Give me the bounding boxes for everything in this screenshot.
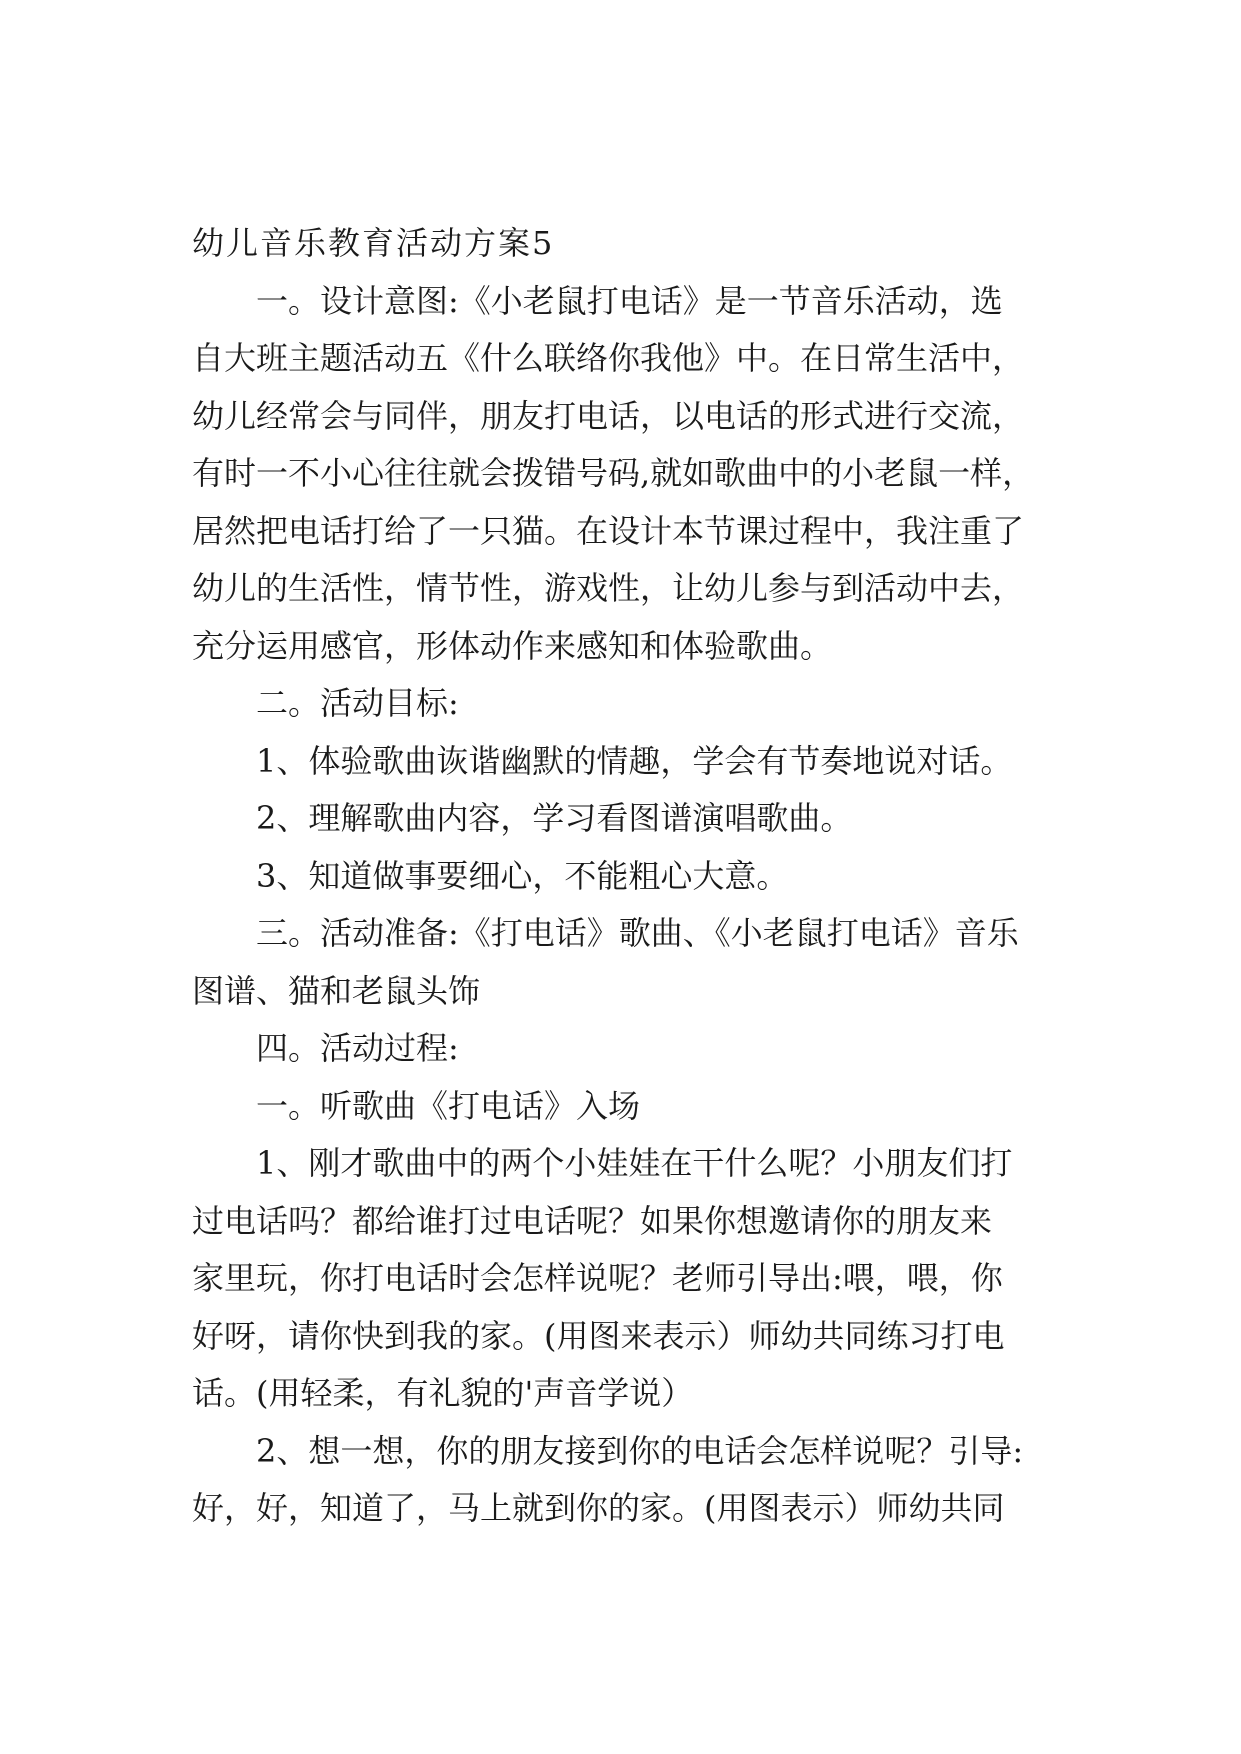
text-line: 好，好，知道了，马上就到你的家。(用图表示）师幼共同 (192, 1489, 1005, 1527)
text-line: 幼儿的生活性，情节性，游戏性，让幼儿参与到活动中去， (192, 569, 1025, 607)
text-line: 过电话吗？都给谁打过电话呢？如果你想邀请你的朋友来 (192, 1201, 993, 1240)
document-title: 幼儿音乐教育活动方案5 (192, 224, 555, 262)
document-body (192, 215, 1058, 1538)
text-line: 2、想一想，你的朋友接到你的电话会怎样说呢？引导: (256, 1431, 1024, 1470)
text-line: 1、体验歌曲诙谐幽默的情趣，学会有节奏地说对话。 (256, 741, 1013, 780)
text-line: 好呀，请你快到我的家。(用图来表示）师幼共同练习打电 (192, 1316, 1005, 1355)
text-line: 四。活动过程: (256, 1029, 459, 1067)
text-line: 二。活动目标: (256, 684, 459, 722)
text-line: 一。听歌曲《打电话》入场 (256, 1086, 641, 1125)
text-line: 幼儿经常会与同伴，朋友打电话，以电话的形式进行交流， (192, 396, 1025, 435)
text-line: 充分运用感官，形体动作来感知和体验歌曲。 (192, 626, 833, 665)
text-line: 图谱、猫和老鼠头饰 (192, 971, 481, 1010)
text-line: 2、理解歌曲内容，学习看图谱演唱歌曲。 (256, 799, 853, 837)
text-line: 居然把电话打给了一只猫。在设计本节课过程中，我注重了 (192, 511, 1025, 550)
text-line: 三。活动准备:《打电话》歌曲、《小老鼠打电话》音乐 (256, 914, 1019, 952)
text-line: 一。设计意图:《小老鼠打电话》是一节音乐活动，选 (256, 281, 1003, 320)
text-line: 自大班主题活动五《什么联络你我他》中。在日常生活中， (192, 339, 1025, 377)
document-lines (192, 273, 1058, 1538)
text-line: 有时一不小心往往就会拨错号码,就如歌曲中的小老鼠一样， (192, 454, 1035, 492)
text-line: 1、刚才歌曲中的两个小娃娃在干什么呢？小朋友们打 (256, 1144, 1013, 1182)
text-line: 话。(用轻柔，有礼貌的'声音学说） (192, 1374, 694, 1412)
text-line: 家里玩，你打电话时会怎样说呢？老师引导出:喂，喂，你 (192, 1259, 1003, 1297)
text-line: 3、知道做事要细心，不能粗心大意。 (256, 856, 789, 895)
